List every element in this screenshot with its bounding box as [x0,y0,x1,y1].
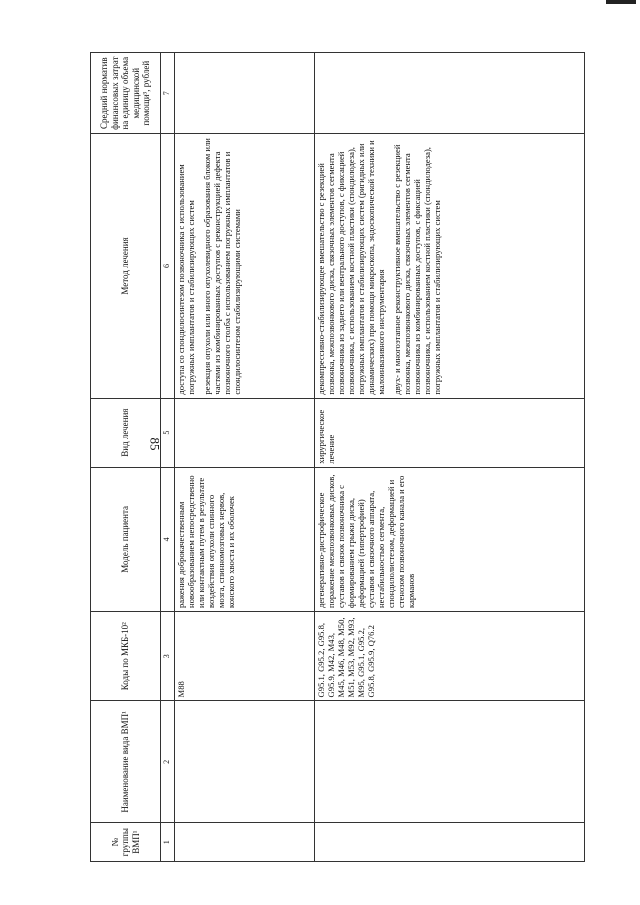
vmp-table [90,52,585,862]
column-number-row [161,53,175,862]
cell-codes: G95.1, G95.2, G95.8, G95.9, M42, M43, M45, M46, M48, M50, M51, M53, M92, M93, M95, G95.1, G95.2, G95.8, G95.9, Q76.2 [315,612,585,701]
col-num-5: 5 [161,398,175,467]
header-codes: Коды по МКБ-10² [91,612,161,701]
header-cost: Средний норматив финансовых затрат на единицу объема медицинской помощи³, рублей [91,53,161,134]
cell-methods [315,134,585,398]
header-model: Модель пациента [91,467,161,611]
cell-name [175,701,315,823]
col-num-7: 7 [161,53,175,134]
method-item: декомпрессивно-стабилизирующее вмешательство с резекцией позвонка, межпозвонкового диска, связочных элементов сегмента позвоночника из заднего или вентрального доступов, с фиксацией позвоночника, с использованием костной пластики (спондилодеза), погружных имплантатов и стабилизирующих систем (ригидных или динамических) при помощи микроскопа, эндоскопической техники и малоинвазивного инструментария [316,140,386,395]
cell-codes: M88 [175,612,315,701]
col-num-1: 1 [161,823,175,862]
corner-mark [606,0,636,4]
cell-group [175,823,315,862]
col-num-6: 6 [161,134,175,398]
header-group: № группы ВМП¹ [91,823,161,862]
col-num-3: 3 [161,612,175,701]
page-number: 85 [147,437,163,451]
cell-group [315,823,585,862]
table-row [315,53,585,862]
cell-model: дегенеративно-дистрофическое поражение межпозвонковых дисков, суставов и связок позвоночника с формированием грыжи диска, деформацией (гипертрофией) суставов и связочного аппарата, нестабильностью сегмента, спондилолистезом, деформацией и стенозом позвоночного канала и его карманов [315,467,585,611]
col-num-4: 4 [161,467,175,611]
cell-methods [175,134,315,398]
cell-cost [315,53,585,134]
cell-model: ражения доброкачественным новообразованием непосредственно или контактным путем в результате воздействия опухоли спинного мозга, спинномозговых нервов, конского хвоста и их оболочек [175,467,315,611]
cell-cost [175,53,315,134]
header-type: Вид лечения [91,398,161,467]
cell-name [315,701,585,823]
method-item: резекция опухоли или иного опухолевидного образования блоком или частями из комбинированных доступов с реконструкцией дефекта позвоночного столба с использованием погружных имплантатов и спондилосинтезом стабилизирующими системами [201,138,242,395]
method-item: двух- и многоэтапное реконструктивное вмешательство с резекцией позвонка, межпозвонкового диска, связочных элементов сегмента позвоночника из комбинированных доступов, с фиксацией позвоночника, с использованием костной пластики (спондилодеза), погружных имплантатов и стабилизирующих систем [391,144,442,395]
col-num-2: 2 [161,701,175,823]
table-row [175,53,315,862]
header-name: Наименование вида ВМП¹ [91,701,161,823]
method-item: доступа со спондилосинтезом позвоночника с использованием погружных имплантатов и стабилизирующих систем [176,164,196,395]
cell-type: хирургическое лечение [315,398,585,467]
header-row [91,53,161,862]
header-method: Метод лечения [91,134,161,398]
cell-type [175,398,315,467]
rotated-table-container [90,52,585,862]
